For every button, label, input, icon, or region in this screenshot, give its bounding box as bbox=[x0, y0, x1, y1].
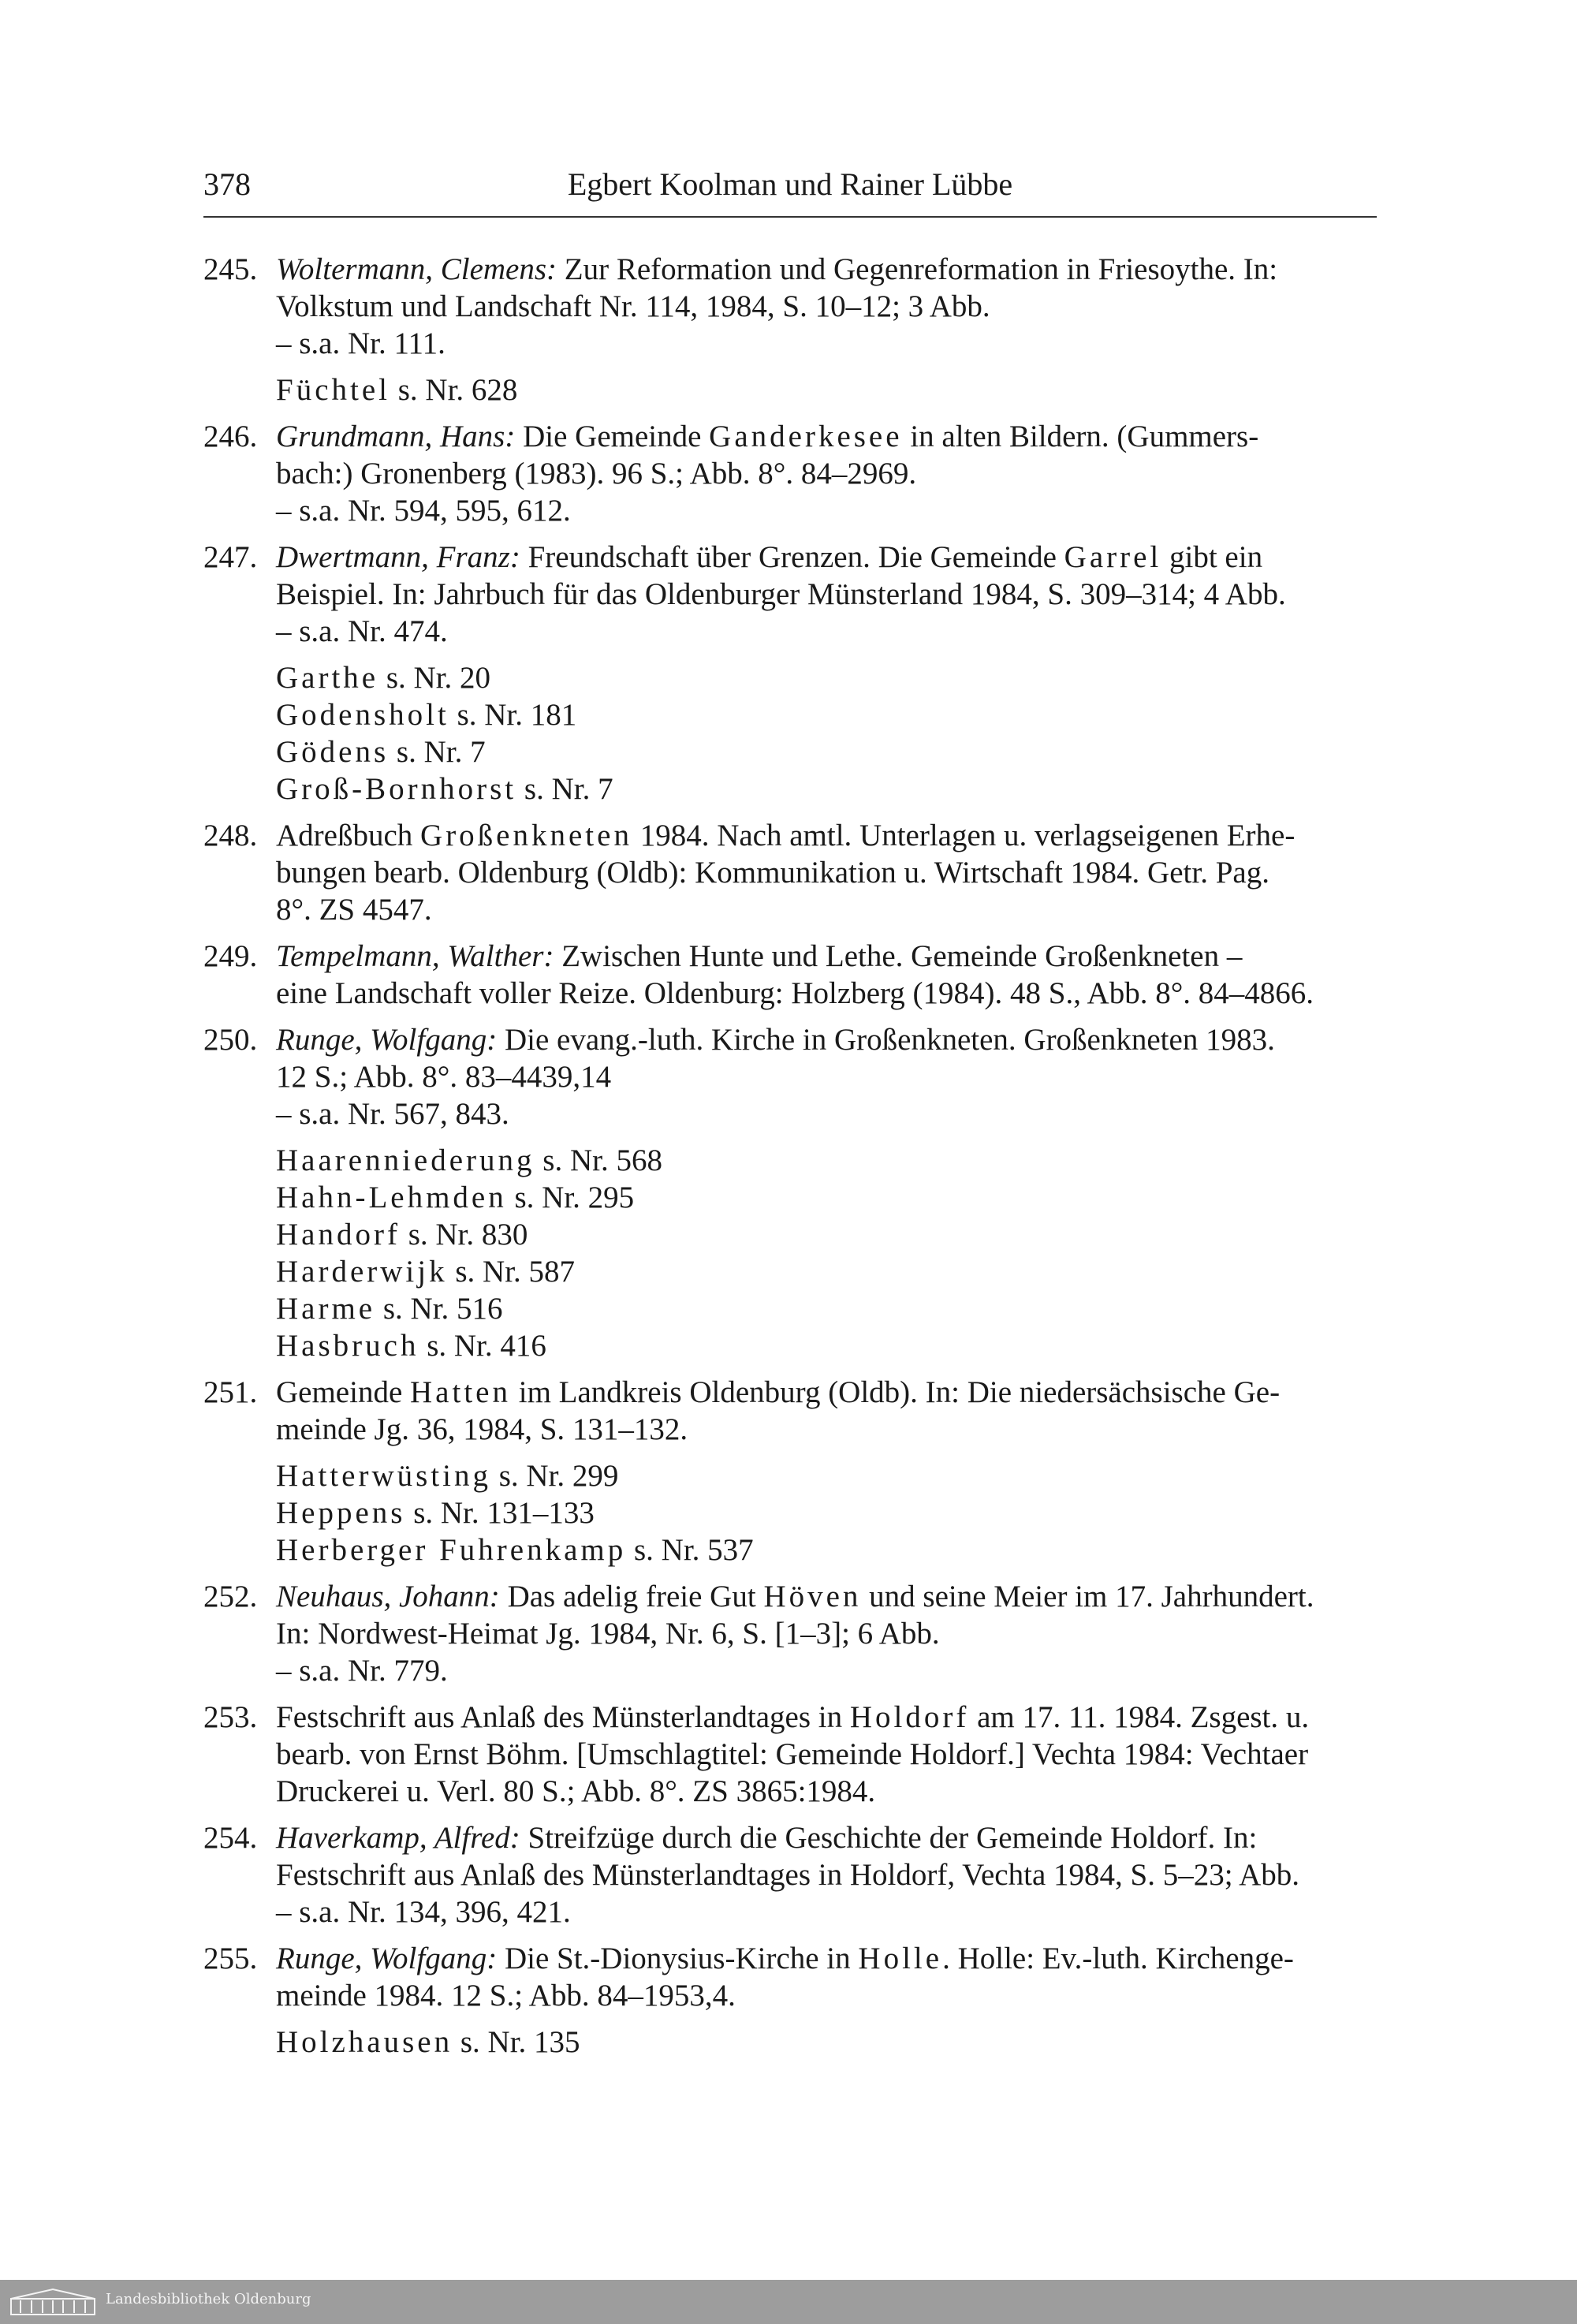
library-building-icon bbox=[9, 2288, 96, 2316]
entry-247: 247. Dwertmann, Franz: Freundschaft über Grenzen. Die Gemeinde Garrel gibt ein Beispiel. In: Jahrbuch für das Oldenburger Münsterland 1984, S. 309–314; 4 Abb. – s.a. Nr. 474. bbox=[203, 539, 1377, 650]
cross-reference: Gödens s. Nr. 7 bbox=[276, 735, 486, 769]
footer-label: Landesbibliothek Oldenburg bbox=[106, 2291, 311, 2307]
entry-253: 253. Festschrift aus Anlaß des Münsterlandtages in Holdorf am 17. 11. 1984. Zsgest. u. bearb. von Ernst Böhm. [Umschlagtitel: Gemeinde Holdorf.] Vechta 1984: Vechtaer Druckerei u. Verl. 80 S.; Abb. 8°. ZS 3865:1984. bbox=[203, 1700, 1310, 1808]
page-number: 378 bbox=[203, 166, 251, 202]
entry-251: 251. Gemeinde Hatten im Landkreis Oldenburg (Oldb). In: Die niedersächsische Ge- meinde Jg. 36, 1984, S. 131–132. bbox=[203, 1375, 1281, 1446]
entry-number: 255. bbox=[203, 1942, 258, 1975]
entry-author: Haverkamp, Alfred: bbox=[276, 1821, 520, 1855]
entry-author: Dwertmann, Franz: bbox=[276, 540, 520, 574]
entry-author: Neuhaus, Johann: bbox=[276, 1580, 500, 1613]
cross-reference-block bbox=[203, 659, 1377, 808]
cross-reference: Haarenniederung s. Nr. 568 bbox=[276, 1143, 662, 1177]
see-also: – s.a. Nr. 134, 396, 421. bbox=[276, 1895, 571, 1929]
place-name: Hatten bbox=[410, 1375, 511, 1409]
entry-author: Grundmann, Hans: bbox=[276, 420, 516, 453]
see-also: – s.a. Nr. 474. bbox=[276, 614, 448, 648]
place-name: Hahn-Lehmden bbox=[276, 1181, 507, 1214]
entry-number: 249. bbox=[203, 939, 258, 973]
cross-reference-block bbox=[203, 371, 1377, 408]
entry-number: 248. bbox=[203, 819, 258, 852]
cross-reference-block bbox=[203, 2024, 1377, 2061]
entry-number: 250. bbox=[203, 1023, 258, 1057]
entry-number: 252. bbox=[203, 1580, 258, 1613]
place-name: Haarenniederung bbox=[276, 1143, 535, 1177]
entry-number: 246. bbox=[203, 420, 258, 453]
place-name: Garthe bbox=[276, 661, 379, 695]
cross-reference: Herberger Fuhrenkamp s. Nr. 537 bbox=[276, 1533, 754, 1567]
place-name: Füchtel bbox=[276, 373, 390, 407]
place-name: Höven bbox=[763, 1580, 862, 1613]
footer-bar bbox=[0, 2280, 1577, 2324]
entry-246: 246. Grundmann, Hans: Die Gemeinde Ganderkesee in alten Bildern. (Gummers- bach:) Gronenberg (1983). 96 S.; Abb. 8°. 84–2969. – s.a. Nr. 594, 595, 612. bbox=[203, 418, 1377, 529]
cross-reference: Godensholt s. Nr. 181 bbox=[276, 698, 577, 732]
cross-reference: Harderwijk s. Nr. 587 bbox=[276, 1255, 576, 1289]
place-name: Harme bbox=[276, 1292, 376, 1326]
entry-author: Woltermann, Clemens: bbox=[276, 252, 557, 286]
entry-author: Tempelmann, Walther: bbox=[276, 939, 554, 973]
place-name: Heppens bbox=[276, 1496, 406, 1530]
place-name: Groß-Bornhorst bbox=[276, 772, 517, 806]
entry-249: 249. Tempelmann, Walther: Zwischen Hunte und Lethe. Gemeinde Großenkneten – eine Landschaft voller Reize. Oldenburg: Holzberg (1984). 48 S., Abb. 8°. 84–4866. bbox=[203, 939, 1314, 1010]
place-name: Holle bbox=[858, 1942, 943, 1975]
entry-255: 255. Runge, Wolfgang: Die St.-Dionysius-Kirche in Holle. Holle: Ev.-luth. Kirchenge- meinde 1984. 12 S.; Abb. 84–1953,4. bbox=[203, 1942, 1294, 2013]
see-also: – s.a. Nr. 567, 843. bbox=[276, 1097, 509, 1131]
entry-number: 245. bbox=[203, 252, 258, 286]
running-head: Egbert Koolman und Rainer Lübbe bbox=[567, 166, 1013, 202]
cross-reference-block bbox=[203, 1457, 1377, 1569]
page-header bbox=[203, 166, 1377, 218]
entry-number: 251. bbox=[203, 1375, 258, 1409]
place-name: Hatterwüsting bbox=[276, 1459, 491, 1493]
cross-reference: Handorf s. Nr. 830 bbox=[276, 1218, 528, 1252]
see-also: – s.a. Nr. 594, 595, 612. bbox=[276, 494, 571, 528]
cross-reference: Harme s. Nr. 516 bbox=[276, 1292, 503, 1326]
cross-reference: Füchtel s. Nr. 628 bbox=[276, 373, 518, 407]
entry-254: 254. Haverkamp, Alfred: Streifzüge durch die Geschichte der Gemeinde Holdorf. In: Festschrift aus Anlaß des Münsterlandtages in Holdorf, Vechta 1984, S. 5–23; Abb. – s.a. Nr. 134, 396, 421. bbox=[203, 1819, 1377, 1930]
place-name: Hasbruch bbox=[276, 1329, 419, 1363]
entry-252: 252. Neuhaus, Johann: Das adelig freie Gut Höven und seine Meier im 17. Jahrhundert. In: Nordwest-Heimat Jg. 1984, Nr. 6, S. [1–3]; 6 Abb. – s.a. Nr. 779. bbox=[203, 1578, 1377, 1689]
entry-248: 248. Adreßbuch Großenkneten 1984. Nach amtl. Unterlagen u. verlagseigenen Erhe- bungen bearb. Oldenburg (Oldb): Kommunikation u. Wirtschaft 1984. Getr. Pag. 8°. ZS 4547. bbox=[203, 819, 1296, 927]
place-name: Handorf bbox=[276, 1218, 401, 1252]
cross-reference: Groß-Bornhorst s. Nr. 7 bbox=[276, 772, 613, 806]
entry-250: 250. Runge, Wolfgang: Die evang.-luth. Kirche in Großenkneten. Großenkneten 1983. 12 S.; Abb. 8°. 83–4439,14 – s.a. Nr. 567, 843. bbox=[203, 1021, 1377, 1132]
place-name: Holzhausen bbox=[276, 2025, 453, 2059]
entry-author: Runge, Wolfgang: bbox=[276, 1942, 498, 1975]
cross-reference: Garthe s. Nr. 20 bbox=[276, 661, 491, 695]
cross-reference: Hatterwüsting s. Nr. 299 bbox=[276, 1459, 619, 1493]
place-name: Harderwijk bbox=[276, 1255, 448, 1289]
entry-245: 245. Woltermann, Clemens: Zur Reformation und Gegenreformation in Friesoythe. In: Volkstum und Landschaft Nr. 114, 1984, S. 10–12; 3 Abb. – s.a. Nr. 111. bbox=[203, 251, 1377, 362]
bibliography-list bbox=[203, 251, 1377, 2070]
place-name: Großenkneten bbox=[420, 819, 632, 852]
entry-number: 253. bbox=[203, 1700, 258, 1734]
place-name: Garrel bbox=[1064, 540, 1162, 574]
place-name: Ganderkesee bbox=[709, 420, 903, 453]
place-name: Godensholt bbox=[276, 698, 449, 732]
place-name: Herberger Fuhrenkamp bbox=[276, 1533, 627, 1567]
see-also: – s.a. Nr. 111. bbox=[276, 326, 446, 360]
cross-reference: Hasbruch s. Nr. 416 bbox=[276, 1329, 546, 1363]
cross-reference: Hahn-Lehmden s. Nr. 295 bbox=[276, 1181, 635, 1214]
entry-number: 247. bbox=[203, 540, 258, 574]
entry-number: 254. bbox=[203, 1821, 258, 1855]
place-name: Gödens bbox=[276, 735, 390, 769]
cross-reference: Heppens s. Nr. 131–133 bbox=[276, 1496, 595, 1530]
place-name: Holdorf bbox=[849, 1700, 970, 1734]
cross-reference: Holzhausen s. Nr. 135 bbox=[276, 2025, 580, 2059]
see-also: – s.a. Nr. 779. bbox=[276, 1654, 448, 1688]
entry-author: Runge, Wolfgang: bbox=[276, 1023, 498, 1057]
cross-reference-block bbox=[203, 1142, 1377, 1364]
